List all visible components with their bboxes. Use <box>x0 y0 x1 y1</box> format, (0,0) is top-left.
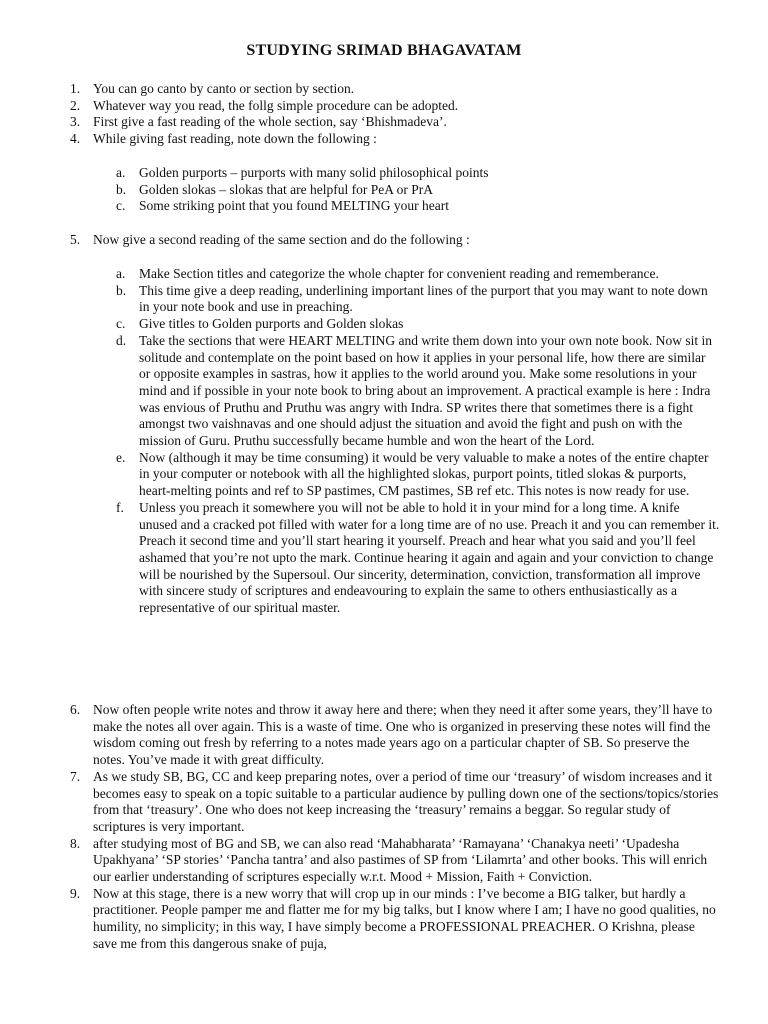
sub-item-text: Unless you preach it somewhere you will not be able to hold it in your mind for a long time. A knife unused and a cracked pot filled with water for a long time are of no use. Preach it and you can remember it. Preach it second time and you’ll start hearing it yourself. Preach and hear what you said and you’ll feel ashamed that you’re not upto the mark. Continue hearing it again and again and your conviction to change will be nourished by the Supersoul. Our sincerity, determination, conviction, transformation all improve with sincere study of scriptures and endeavouring to explain the same to others enthusiastically as a representative of our spiritual master. <box>139 499 720 616</box>
sub-list-item <box>70 165 720 182</box>
item-number: 8. <box>70 835 81 851</box>
sub-item-text: Golden slokas – slokas that are helpful for PeA or PrA <box>139 181 433 197</box>
list-item <box>70 886 720 953</box>
sub-item-text: Make Section titles and categorize the whole chapter for convenient reading and rememberance. <box>139 266 659 281</box>
sub-item-letter: d. <box>116 332 127 348</box>
item-text: Now at this stage, there is a new worry that will crop up in our minds : I’ve become a BIG talker, but hardly a practitioner. People pamper me and flatter me for my big talks, but I know where I am; I have no good qualities, no humility, no simplicity; in this way, I have simply become a PROFESSIONAL PREACHER. O Krishna, please save me from this dangerous snake of puja, <box>93 885 716 951</box>
list-item <box>70 98 720 115</box>
list-item-5 <box>70 232 720 249</box>
item-text: Now give a second reading of the same section and do the following : <box>93 232 470 247</box>
sub-item-text: Some striking point that you found MELTING your heart <box>139 198 449 214</box>
list-item <box>70 131 720 148</box>
list-item <box>70 836 720 886</box>
sub-item-letter: c. <box>116 198 126 214</box>
sub-item-text: Take the sections that were HEART MELTING and write them down into your own note book. Now sit in solitude and contemplate on the point based on how it applies in your personal life, how there are similar or opposite examples in sastras, how it applies to the world around you. Make some resolutions in your mind and if possible in your note book to bring about an improvement. A practical example is here : Indra was envious of Pruthu and Pruthu was angry with Indra. SP writes there that sometimes there is a fight amongst two vaishnavas and one should adjust the situation and avoid the fight and push on with the mission of Guru. Pruthu successfully became humble and won the heart of the Lord. <box>139 332 713 449</box>
sub-item-letter: a. <box>116 266 126 281</box>
item-text: You can go canto by canto or section by section. <box>93 81 355 96</box>
sub-list-item <box>70 283 720 316</box>
sub-item-letter: f. <box>116 499 124 515</box>
sub-item-letter: e. <box>116 449 126 465</box>
sub-item-text: Golden purports – purports with many solid philosophical points <box>139 165 489 180</box>
list-item <box>70 114 720 131</box>
sub-item-letter: a. <box>116 165 126 180</box>
item-number: 1. <box>70 81 81 96</box>
sub-item-letter: c. <box>116 316 126 332</box>
sub-list-item <box>70 500 720 617</box>
item-number: 4. <box>70 131 81 147</box>
list-item <box>70 81 720 98</box>
page-title: STUDYING SRIMAD BHAGAVATAM <box>246 42 522 59</box>
list-items-1-4 <box>70 81 720 148</box>
item-number: 5. <box>70 232 81 247</box>
item-text: While giving fast reading, note down the following : <box>93 131 377 147</box>
sub-item-text: Give titles to Golden purports and Golden slokas <box>139 316 404 332</box>
sub-list-item <box>70 198 720 215</box>
item-number: 7. <box>70 768 81 784</box>
sub-list-item <box>70 316 720 333</box>
item-number: 6. <box>70 702 81 717</box>
item-text: As we study SB, BG, CC and keep preparing notes, over a period of time our ‘treasury’ of wisdom increases and it becomes easy to speak on a topic suitable to a particular audience by pulling down one of the sections/topics/stories from that ‘treasury’. One who does not keep increasing the ‘treasury’ remains a beggar. So regular study of scriptures is very important. <box>93 768 719 834</box>
sub-list-item <box>70 182 720 199</box>
sub-list-item <box>70 266 720 283</box>
sub-list-item <box>70 333 720 450</box>
sub-item-text: This time give a deep reading, underlining important lines of the purport that you may want to note down in your note book and use in preaching. <box>139 282 708 315</box>
sub-item-letter: b. <box>116 181 127 197</box>
item-number: 9. <box>70 885 81 901</box>
list-item <box>70 702 720 769</box>
list-items-6-9 <box>70 702 720 953</box>
sub-item-letter: b. <box>116 282 127 298</box>
item-text: Now often people write notes and throw it away here and there; when they need it after some years, they’ll have to make the notes all over again. This is a waste of time. One who is organized in preserving these notes will find the wisdom coming out fresh by referring to a notes made years ago on a particular chapter of SB. So preserve the notes. You’ve made it with great difficulty. <box>93 702 713 768</box>
item-text: Whatever way you read, the follg simple procedure can be adopted. <box>93 97 459 113</box>
sub-list-item <box>70 450 720 500</box>
list-item <box>70 232 720 249</box>
sub-item-text: Now (although it may be time consuming) it would be very valuable to make a notes of the entire chapter in your computer or notebook with all the highlighted slokas, purport points, titled slokas & purports, heart-melting points and ref to SP pastimes, CM pastimes, SB ref etc. This notes is now ready for use. <box>139 449 709 499</box>
sublist-item-4 <box>70 165 720 215</box>
item-text: after studying most of BG and SB, we can also read ‘Mahabharata’ ‘Ramayana’ ‘Chanakya neeti’ ‘Upadesha Upakhyana’ ‘SP stories’ ‘Pancha tantra’ and also pastimes of SP from ‘Lilamrta’ and other books. This will enrich our earlier understanding of scriptures especially w.r.t. Mood + Mission, Faith + Conviction. <box>93 835 708 885</box>
item-number: 3. <box>70 114 81 130</box>
sublist-item-5 <box>70 266 720 617</box>
item-text: First give a fast reading of the whole section, say ‘Bhishmadeva’. <box>93 114 447 130</box>
list-item <box>70 769 720 836</box>
item-number: 2. <box>70 97 81 113</box>
